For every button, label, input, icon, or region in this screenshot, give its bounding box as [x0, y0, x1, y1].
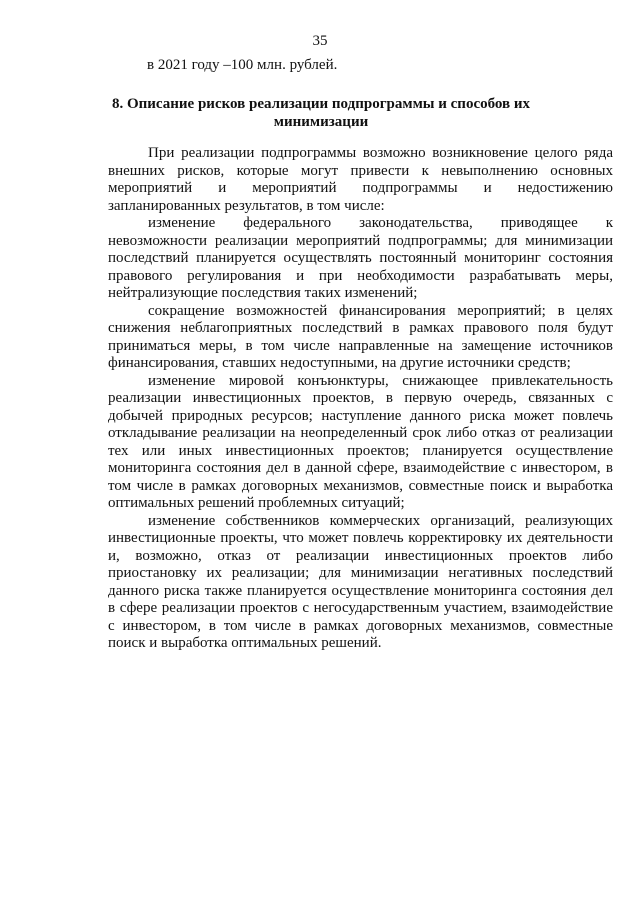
section-heading: 8. Описание рисков реализации подпрограммы и способов их минимизации	[111, 96, 531, 130]
section-body	[108, 145, 613, 653]
paragraph-risk-market: изменение мировой конъюнктуры, снижающее привлекательность реализации инвестиционных проектов, в первую очередь, связанных с добычей природных ресурсов; наступление данного риска может повлечь откладывание реализации на неопределенный срок либо отказ от реализации тех или иных инвестиционных проектов; планируется осуществление мониторинга состояния дел в данной сфере, взаимодействие с инвестором, в том числе в рамках договорных механизмов, совместные поиск и выработка оптимальных решений проблемных ситуаций;	[108, 372, 613, 511]
paragraph-risk-funding: сокращение возможностей финансирования мероприятий; в целях снижения неблагоприятных последствий в рамках правового поля будут приниматься меры, в том числе направленные на замещение источников финансирования, ставших недоступными, на другие источники средств;	[108, 302, 613, 371]
paragraph-risk-legislation: изменение федерального законодательства, приводящее к невозможности реализации мероприятий подпрограммы; для минимизации последствий планируется осуществлять постоянный мониторинг состояния правового регулирования и при необходимости разрабатывать меры, нейтрализующие последствия таких изменений;	[108, 215, 613, 301]
page-number: 35	[312, 33, 328, 49]
paragraph-risk-ownership: изменение собственников коммерческих организаций, реализующих инвестиционные проекты, что может повлечь корректировку их деятельности и, возможно, отказ от реализации инвестиционных проектов либо приостановку их реализации; для минимизации негативных последствий данного риска также планируется осуществление мониторинга состояния дел в сфере реализации проектов с негосударственным участием, взаимодействие с инвестором, в том числе в рамках договорных механизмов, совместные поиск и выработка оптимальных решений.	[108, 512, 613, 651]
paragraph-intro: При реализации подпрограммы возможно возникновение целого ряда внешних рисков, которые могут привести к невыполнению основных мероприятий и мероприятий подпрограммы и недостижению запланированных результатов, в том числе:	[108, 145, 613, 214]
funding-line: в 2021 году –100 млн. рублей.	[147, 57, 338, 73]
